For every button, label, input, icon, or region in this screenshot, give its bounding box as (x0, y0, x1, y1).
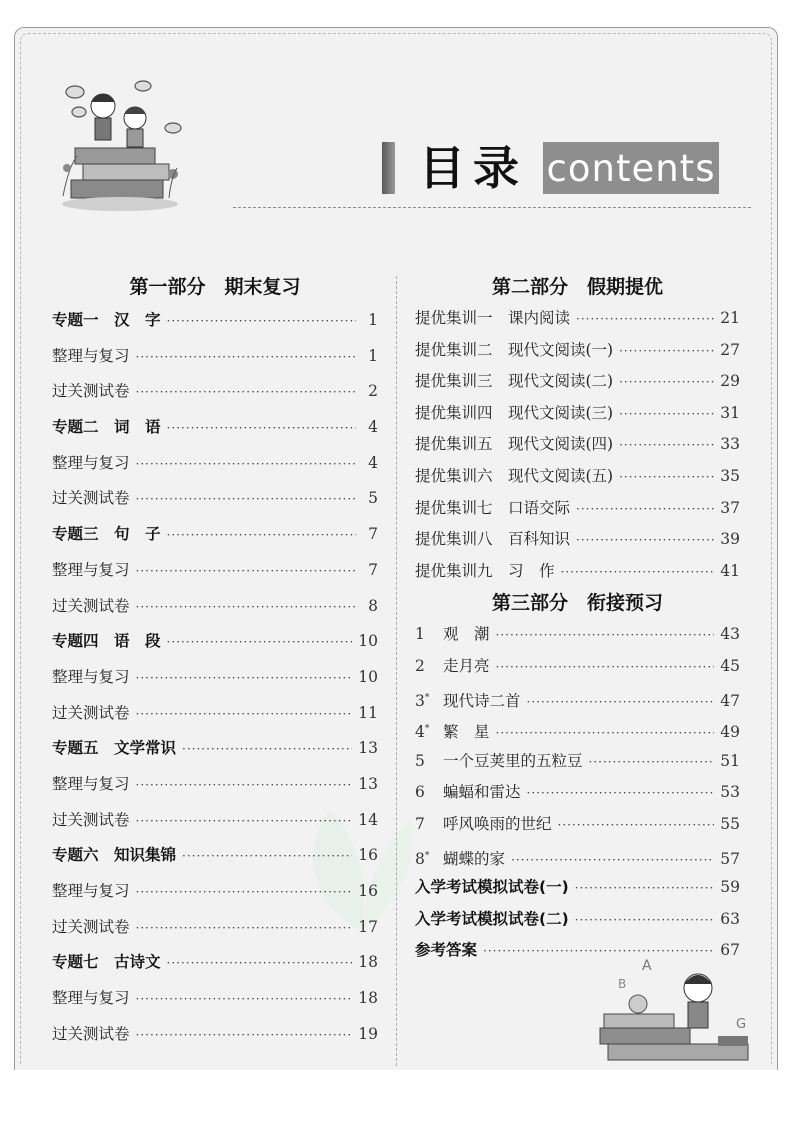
item-number-text: 5 (415, 751, 425, 770)
toc-lesson-row[interactable] (415, 809, 740, 841)
dot-leader (136, 554, 356, 590)
item-number-text: 6 (415, 783, 425, 802)
page-number: 17 (358, 917, 378, 936)
toc-entry-row[interactable] (52, 874, 378, 910)
toc-lesson-row[interactable] (415, 746, 740, 778)
page-number: 67 (720, 941, 740, 960)
girl-with-books-illustration (598, 948, 758, 1066)
toc-entry-row[interactable] (52, 910, 378, 946)
dot-leader (576, 525, 714, 557)
page-number: 5 (368, 489, 378, 508)
item-title: 过关测试卷 (52, 703, 130, 722)
toc-entry-row[interactable] (52, 660, 378, 696)
item-number (415, 651, 443, 683)
toc-entry-row[interactable] (52, 767, 378, 803)
dot-leader (575, 905, 715, 937)
svg-text:G: G (736, 1017, 747, 1032)
dot-leader (527, 687, 715, 719)
page-number: 63 (720, 909, 740, 928)
item-title: 提优集训三 现代文阅读(二) (415, 372, 614, 391)
toc-topic-row[interactable] (52, 731, 378, 767)
page-number: 59 (720, 878, 740, 897)
page-number: 11 (358, 703, 378, 722)
toc-entry-row[interactable] (52, 374, 378, 410)
dot-leader (575, 873, 715, 905)
toc-entry-row[interactable] (52, 481, 378, 517)
toc-lesson-row[interactable] (415, 651, 740, 683)
item-title: 整理与复习 (52, 453, 130, 472)
page-number: 55 (720, 814, 740, 833)
dot-leader (136, 1018, 353, 1054)
toc-entry-row[interactable] (415, 524, 740, 556)
item-title: 整理与复习 (52, 774, 130, 793)
part-three-list (415, 619, 740, 872)
toc-entry-row[interactable] (415, 303, 740, 335)
item-title: 提优集训九 习 作 (415, 561, 555, 580)
header-dashed-rule (233, 207, 751, 208)
page-number: 29 (720, 372, 740, 391)
dot-leader (136, 375, 356, 411)
toc-entry-row[interactable] (52, 981, 378, 1017)
dot-leader (136, 661, 353, 697)
page-number: 7 (368, 525, 378, 544)
item-title: 整理与复习 (52, 346, 130, 365)
dot-leader (527, 778, 715, 810)
dot-leader (167, 625, 353, 661)
item-title: 整理与复习 (52, 667, 130, 686)
page-number: 16 (358, 882, 378, 900)
item-title: 提优集训一 课内阅读 (415, 309, 571, 327)
toc-entry-row[interactable] (52, 803, 378, 839)
dot-leader (619, 336, 714, 368)
dot-leader (619, 462, 714, 494)
toc-entry-row[interactable] (52, 446, 378, 482)
item-title: 提优集训八 百科知识 (415, 530, 571, 549)
item-title: 参考答案 (415, 941, 478, 960)
item-number (415, 841, 443, 876)
svg-text:A: A (642, 958, 652, 974)
dot-leader (558, 810, 715, 842)
toc-topic-row[interactable] (52, 838, 378, 874)
page-number: 18 (358, 989, 378, 1008)
page-number: 47 (720, 691, 740, 710)
item-title: 专题四 语 段 (52, 632, 161, 651)
page-number: 13 (358, 774, 378, 793)
item-number (415, 619, 443, 651)
toc-topic-row[interactable] (52, 303, 378, 339)
part-two-three-column (415, 271, 740, 967)
item-title: 整理与复习 (52, 882, 130, 900)
item-number (415, 683, 443, 718)
item-number-text: 8 (415, 849, 425, 868)
toc-lesson-row[interactable] (415, 841, 740, 873)
item-title: 提优集训七 口语交际 (415, 498, 571, 517)
page-number: 4 (368, 453, 378, 472)
page-number: 13 (358, 739, 378, 758)
page-number: 1 (368, 311, 378, 329)
page-number: 4 (368, 418, 378, 437)
dot-leader (182, 839, 352, 875)
toc-topic-row[interactable] (415, 904, 740, 936)
dot-leader (167, 411, 356, 447)
optional-lesson-mark: * (424, 850, 430, 861)
item-title: 过关测试卷 (52, 917, 130, 936)
toc-entry-row[interactable] (415, 335, 740, 367)
page-number: 39 (720, 530, 740, 549)
dot-leader (136, 911, 353, 947)
page-number: 49 (720, 723, 740, 742)
item-title: 整理与复习 (52, 989, 130, 1008)
column-divider (396, 276, 397, 1066)
page-number: 19 (358, 1024, 378, 1043)
item-title: 一个豆荚里的五粒豆 (443, 751, 583, 770)
toc-topic-row[interactable] (415, 872, 740, 904)
item-title: 专题六 知识集锦 (52, 846, 177, 865)
toc-topic-row[interactable] (52, 624, 378, 660)
page-number: 57 (720, 849, 740, 868)
dot-leader (576, 494, 714, 526)
page-number: 2 (368, 382, 378, 401)
item-title: 观 潮 (443, 625, 490, 644)
title-accent-bar (382, 142, 395, 194)
item-number (415, 777, 443, 809)
page-number: 1 (368, 346, 378, 365)
part-one-list (52, 303, 378, 1052)
svg-text:B: B (618, 977, 627, 991)
contents-title (382, 141, 719, 195)
toc-topic-row[interactable] (52, 410, 378, 446)
item-number (415, 746, 443, 778)
dot-leader (619, 399, 714, 431)
page-number: 33 (720, 435, 740, 454)
item-title: 专题七 古诗文 (52, 953, 161, 972)
item-number-text: 1 (415, 625, 425, 644)
kids-on-books-illustration (55, 78, 185, 212)
dot-leader (496, 620, 715, 652)
item-title: 入学考试模拟试卷(二) (415, 909, 569, 928)
item-title: 现代诗二首 (443, 691, 521, 710)
page-number: 10 (358, 632, 378, 651)
dot-leader (136, 697, 353, 733)
page-number: 27 (720, 340, 740, 359)
part-two-list (415, 303, 740, 587)
item-title: 蝙蝠和雷达 (443, 783, 521, 802)
item-title: 提优集训二 现代文阅读(一) (415, 340, 614, 359)
dot-leader (619, 430, 714, 462)
item-title: 过关测试卷 (52, 382, 130, 401)
item-title: 过关测试卷 (52, 1024, 130, 1043)
item-number-text: 2 (415, 656, 425, 675)
part-one-title: 第一部分 期末复习 (129, 276, 301, 298)
toc-lesson-row[interactable] (415, 683, 740, 715)
page-number: 21 (720, 309, 740, 327)
page-number: 14 (358, 810, 378, 829)
page-number: 7 (368, 560, 378, 579)
dot-leader (496, 652, 715, 684)
toc-entry-row[interactable] (52, 696, 378, 732)
optional-lesson-mark: * (424, 724, 430, 735)
item-number (415, 809, 443, 841)
page-number: 37 (720, 498, 740, 517)
optional-lesson-mark: * (424, 692, 430, 703)
page-number: 45 (720, 656, 740, 675)
dot-leader (589, 747, 715, 779)
toc-topic-row[interactable] (52, 517, 378, 553)
item-title: 提优集训五 现代文阅读(四) (415, 435, 614, 454)
toc-topic-row[interactable] (52, 945, 378, 981)
dot-leader (136, 590, 356, 626)
part-two-title: 第二部分 假期提优 (491, 276, 663, 298)
item-title: 呼风唤雨的世纪 (443, 814, 552, 833)
item-title: 繁 星 (443, 723, 490, 742)
item-title: 过关测试卷 (52, 489, 130, 508)
page-number: 51 (720, 751, 740, 770)
part-three-title: 第三部分 衔接预习 (491, 592, 663, 615)
toc-lesson-row[interactable] (415, 619, 740, 651)
toc-entry-row[interactable] (52, 1017, 378, 1053)
item-number-text: 4 (415, 723, 425, 742)
dot-leader (136, 340, 356, 376)
item-number-text: 7 (415, 814, 425, 833)
item-number-text: 3 (415, 691, 425, 710)
page-number: 16 (358, 846, 378, 865)
item-title: 提优集训六 现代文阅读(五) (415, 466, 614, 485)
item-title: 整理与复习 (52, 560, 130, 579)
dot-leader (136, 804, 353, 840)
page-number: 35 (720, 466, 740, 485)
item-title: 专题二 词 语 (52, 418, 161, 437)
item-title: 专题三 句 子 (52, 525, 161, 544)
item-title: 过关测试卷 (52, 810, 130, 829)
page-number: 41 (720, 561, 740, 580)
item-title: 蝴蝶的家 (443, 849, 506, 868)
toc-entry-row[interactable] (52, 553, 378, 589)
toc-entry-row[interactable] (52, 339, 378, 375)
toc-entry-row[interactable] (415, 556, 740, 588)
item-title: 过关测试卷 (52, 596, 130, 615)
dot-leader (136, 447, 356, 483)
dot-leader (136, 982, 353, 1018)
page-number: 8 (368, 596, 378, 615)
item-title: 走月亮 (443, 656, 490, 675)
page-number: 18 (358, 953, 378, 972)
item-title: 专题一 汉 字 (52, 311, 161, 329)
dot-leader (182, 732, 352, 768)
toc-entry-row[interactable] (415, 366, 740, 398)
page-number: 53 (720, 783, 740, 802)
dot-leader (576, 304, 714, 336)
dot-leader (619, 367, 714, 399)
dot-leader (561, 557, 715, 589)
toc-lesson-row[interactable] (415, 777, 740, 809)
dot-leader (136, 875, 353, 911)
toc-entry-row[interactable] (415, 429, 740, 461)
item-title: 专题五 文学常识 (52, 739, 177, 758)
title-english: contents (543, 142, 719, 194)
toc-entry-row[interactable] (415, 398, 740, 430)
page-number: 43 (720, 625, 740, 644)
toc-lesson-row[interactable] (415, 714, 740, 746)
item-title: 提优集训四 现代文阅读(三) (415, 403, 614, 422)
part-one-column (52, 271, 378, 1052)
dot-leader (136, 768, 353, 804)
page-number: 31 (720, 403, 740, 422)
item-title: 入学考试模拟试卷(一) (415, 878, 569, 897)
item-number (415, 714, 443, 749)
page-number: 10 (358, 667, 378, 686)
dot-leader (167, 304, 356, 340)
toc-entry-row[interactable] (415, 493, 740, 525)
toc-entry-row[interactable] (415, 461, 740, 493)
title-chinese: 目录 (419, 141, 527, 195)
dot-leader (167, 518, 356, 554)
toc-entry-row[interactable] (52, 589, 378, 625)
dot-leader (167, 946, 353, 982)
dot-leader (136, 482, 356, 518)
